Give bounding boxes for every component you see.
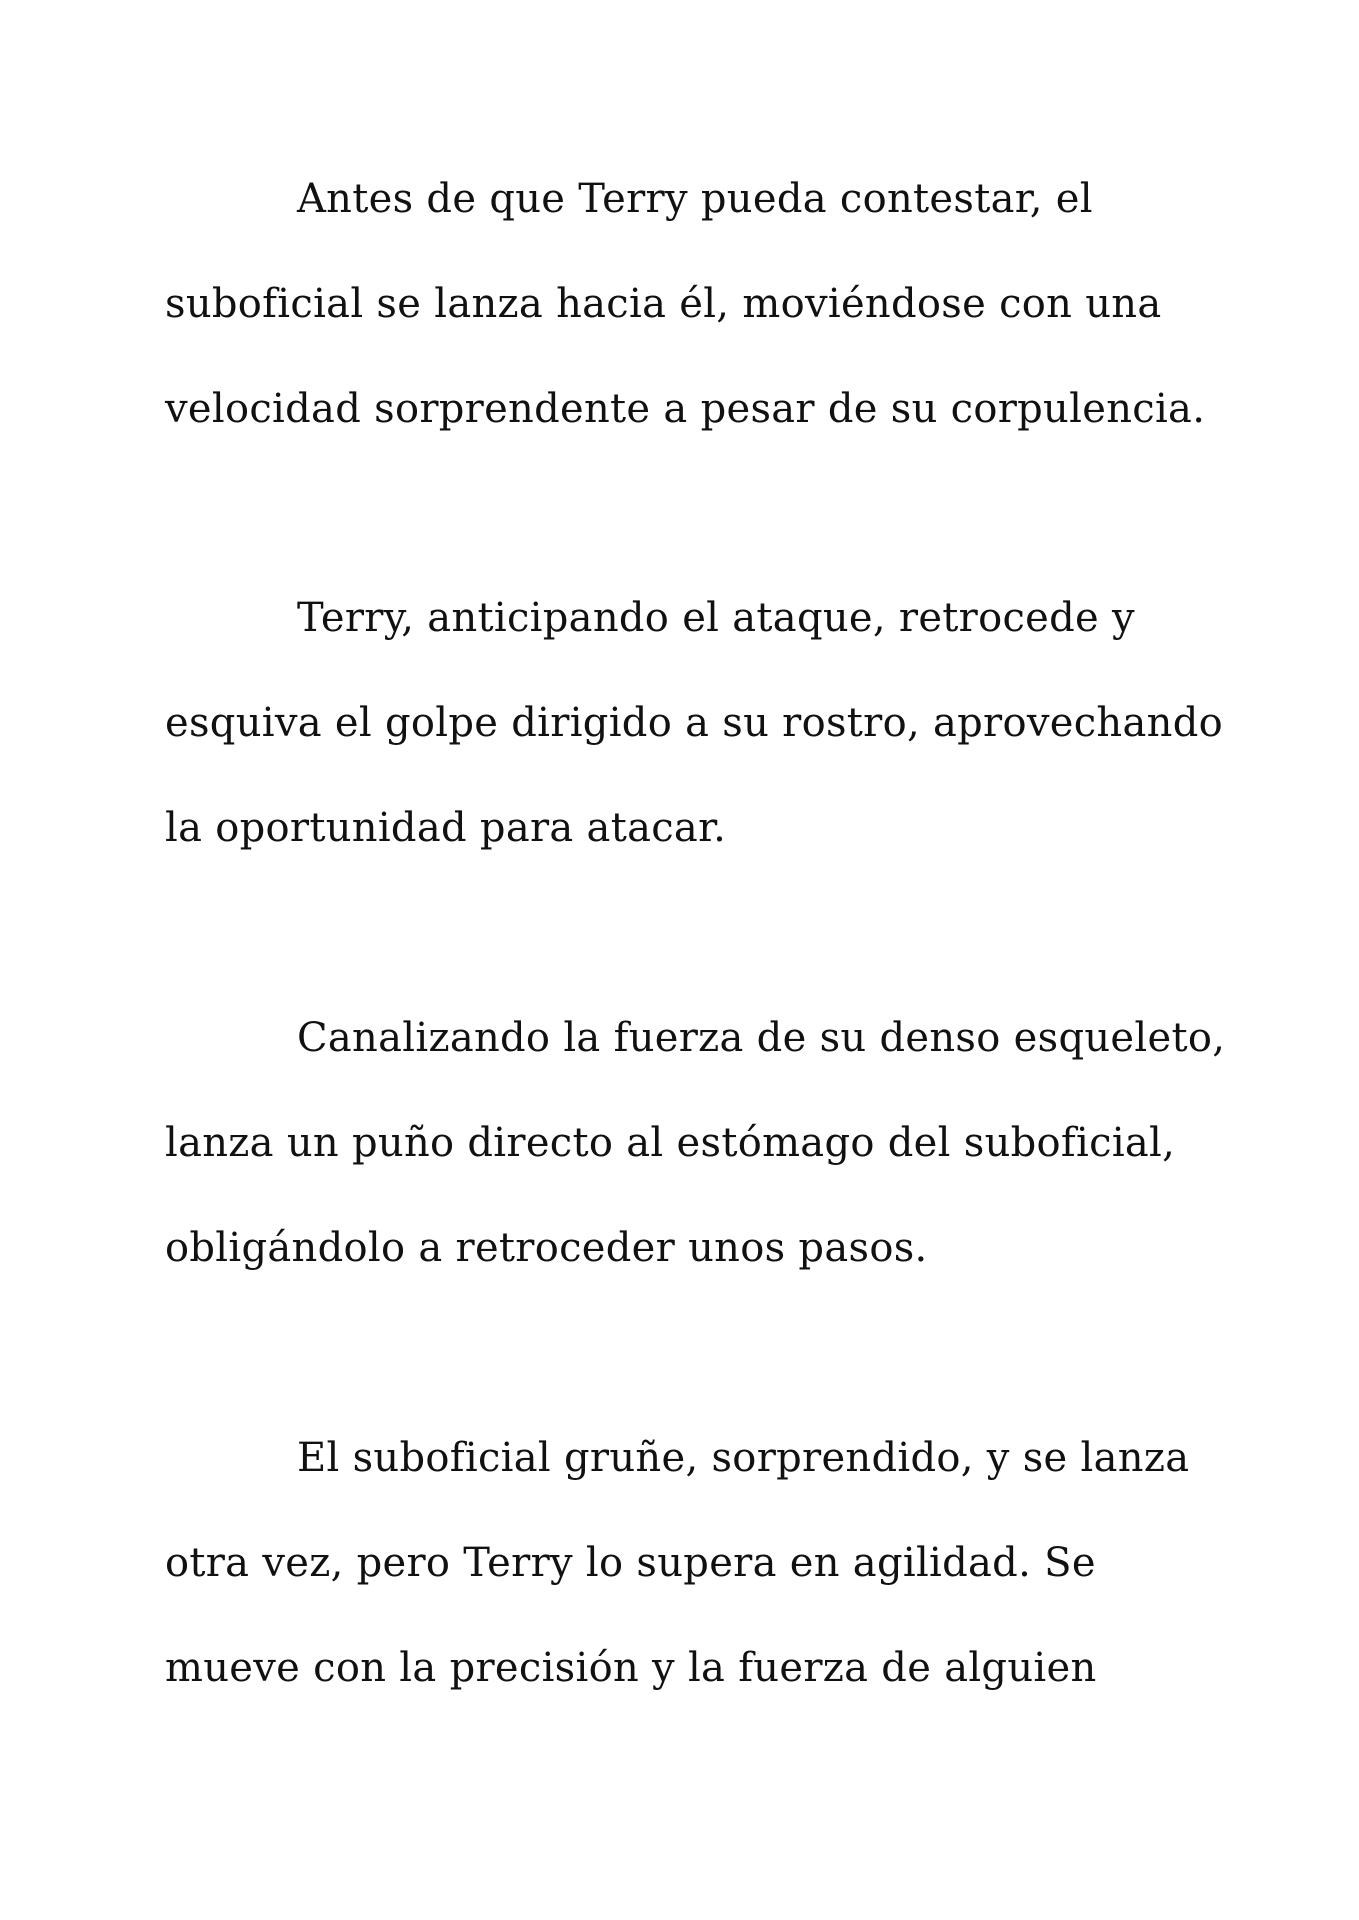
paragraph-2-line-3: la oportunidad para atacar.: [165, 805, 727, 851]
paragraph-3-line-1: Canalizando la fuerza de su denso esqueleto,: [297, 1015, 1226, 1061]
paragraph-1-line-3: velocidad sorprendente a pesar de su corpulencia.: [165, 386, 1206, 432]
paragraph-4-line-1: El suboficial gruñe, sorprendido, y se lanza: [297, 1435, 1190, 1481]
paragraph-2-line-1: Terry, anticipando el ataque, retrocede y: [297, 595, 1135, 641]
paragraph-1-line-1: Antes de que Terry pueda contestar, el: [297, 176, 1093, 222]
paragraph-4-line-3: mueve con la precisión y la fuerza de alguien: [165, 1645, 1097, 1691]
paragraph-3-line-2: lanza un puño directo al estómago del suboficial,: [165, 1120, 1176, 1166]
paragraph-4-line-2: otra vez, pero Terry lo supera en agilidad. Se: [165, 1540, 1096, 1586]
paragraph-1-line-2: suboficial se lanza hacia él, moviéndose con una: [165, 281, 1162, 327]
paragraph-3-line-3: obligándolo a retroceder unos pasos.: [165, 1225, 928, 1271]
paragraph-2-line-2: esquiva el golpe dirigido a su rostro, aprovechando: [165, 700, 1223, 746]
